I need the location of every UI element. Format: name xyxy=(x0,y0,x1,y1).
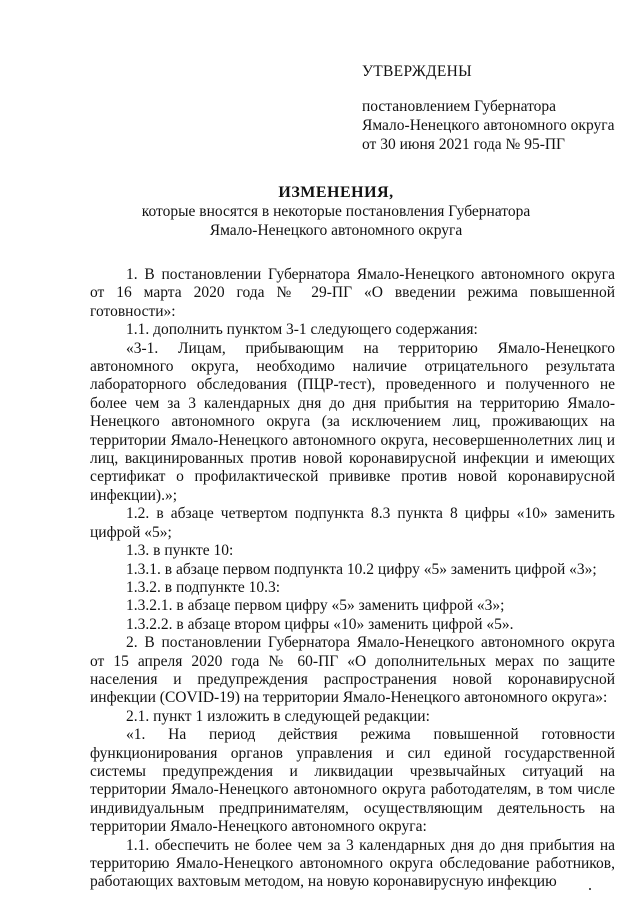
paragraph: 1.3.2. в подпункте 10.3: xyxy=(126,578,281,596)
document-title: ИЗМЕНЕНИЯ, xyxy=(278,184,394,201)
paragraph: 1. В постановлении Губернатора Ямало-Ненецкого автономного округа от 16 марта 2020 года № 29-ПГ «О введении режима повышенной готовности»: xyxy=(90,266,615,320)
approval-line: Ямало-Ненецкого автономного округа xyxy=(362,117,615,134)
document-title-block xyxy=(90,183,582,240)
paragraph: 1.3.2.2. в абзаце втором цифры «10» заменить цифрой «5». xyxy=(126,615,514,633)
paragraph: 1.1. обеспечить не более чем за 3 календарных дня до дня прибытия на территорию Ямало-Ненецкого автономного округа обследование работников, работающих вахтовым методом, на новую коронавирусную инфекцию xyxy=(90,836,615,891)
approval-line: постановлением Губернатора xyxy=(362,98,557,115)
approval-heading: УТВЕРЖДЕНЫ xyxy=(362,63,472,80)
scan-speck xyxy=(589,888,591,890)
paragraph: «1. На период действия режима повышенной готовности функционирования органов управления и сил единой государственной системы предупреждения и ликвидации чрезвычайных ситуаций на территории Ямало-Ненецкого автономного округа работодателям, в том числе индивидуальным предпринимателям, осуществляющим деятельность на территории Ямало-Ненецкого автономного округа: xyxy=(90,726,615,836)
approval-block xyxy=(362,62,622,154)
paragraph: 1.3.2.1. в абзаце первом цифру «5» заменить цифрой «3»; xyxy=(126,597,505,615)
document-subtitle-line: Ямало-Ненецкого автономного округа xyxy=(209,222,463,239)
paragraph: 1.3.1. в абзаце первом подпункта 10.2 цифру «5» заменить цифрой «3»; xyxy=(126,560,597,578)
paragraph: 1.3. в пункте 10: xyxy=(126,542,234,560)
paragraph: 1.2. в абзаце четвертом подпункта 8.3 пункта 8 цифры «10» заменить цифрой «5»; xyxy=(90,505,615,541)
approval-line: от 30 июня 2021 года № 95-ПГ xyxy=(362,136,566,153)
paragraph: 1.1. дополнить пунктом 3-1 следующего содержания: xyxy=(126,321,478,339)
document-body xyxy=(90,266,615,892)
paragraph: 2. В постановлении Губернатора Ямало-Ненецкого автономного округа от 15 апреля 2020 года № 60-ПГ «О дополнительных мерах по защите населения и предупреждения распространения новой коронавирусной инфекции (COVID-19) на территории Ямало-Ненецкого автономного округа»: xyxy=(90,634,615,707)
paragraph: «3-1. Лицам, прибывающим на территорию Ямало-Ненецкого автономного округа, необходимо наличие отрицательного результата лабораторного обследования (ПЦР-тест), проведенного и полученного не более чем за 3 календарных дня до дня прибытия на территорию Ямало-Ненецкого автономного округа (за исключением лиц, проживающих на территории Ямало-Ненецкого автономного округа, несовершеннолетних лиц и лиц, вакцинированных против новой коронавирусной инфекции и имеющих сертификат о профилактической прививке против новой коронавирусной инфекции).»; xyxy=(90,339,615,504)
document-subtitle-line: которые вносятся в некоторые постановления Губернатора xyxy=(141,203,531,220)
paragraph: 2.1. пункт 1 изложить в следующей редакции: xyxy=(126,707,430,725)
